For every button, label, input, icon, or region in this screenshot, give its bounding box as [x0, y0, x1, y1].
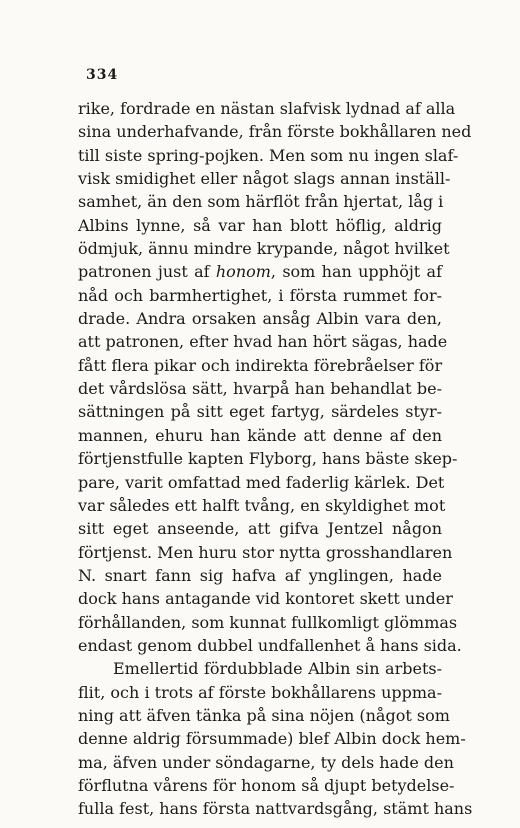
- text-line: ödmjuk, ännu mindre krypande, något hvilket: [78, 239, 450, 259]
- text-line: ning att äfven tänka på sina nöjen (något som: [78, 705, 450, 725]
- text-line: förhållanden, som kunnat fullkomligt glömmas: [78, 612, 458, 632]
- text-line: drade. Andra orsaken ansåg Albin vara den,: [78, 309, 442, 329]
- text-line: sina underhafvande, från förste bokhållaren ned: [78, 122, 472, 142]
- text-line: förtjenstfulle kapten Flyborg, hans bäste skep-: [78, 449, 458, 469]
- text-line: till siste spring-pojken. Men som nu ingen slaf-: [78, 145, 459, 165]
- body-text: [78, 97, 473, 821]
- text-line: pare, varit omfattad med faderlig kärlek. Det: [78, 472, 445, 492]
- text-line: det vårdslösa sätt, hvarpå han behandlat be-: [78, 379, 442, 399]
- emphasized-word: honom: [215, 262, 271, 282]
- text-line: att patronen, efter hvad han hört sägas, hade: [78, 332, 448, 352]
- text-line: rike, fordrade en nästan slafvisk lydnad af alla: [78, 99, 456, 118]
- text-line: fått flera pikar och indirekta förebråelser för: [78, 355, 443, 375]
- text-line: var således ett halft tvång, en skyldighet mot: [78, 495, 446, 515]
- text-line: visk smidighet eller något slags annan inställ-: [78, 169, 451, 189]
- text-line: förflutna vårens för honom så djupt betydelse-: [78, 775, 455, 795]
- text-line: patronen just af honom, som han upphöjt af: [78, 262, 442, 282]
- text-line: sitt eget anseende, att gifva Jentzel någon: [78, 519, 442, 539]
- paragraph-start-line: Emellertid fördubblade Albin sin arbets-: [113, 659, 442, 679]
- text-line: samhet, än den som härflöt från hjertat, låg i: [78, 192, 444, 212]
- text-line: mannen, ehuru han kände att denne af den: [78, 425, 442, 445]
- text-line: N. snart fann sig hafva af ynglingen, hade: [78, 565, 442, 585]
- text-line: dock hans antagande vid kontoret skett under: [78, 589, 453, 609]
- text-line: sättningen på sitt eget fartyg, särdeles styr-: [78, 402, 442, 422]
- text-line: ma, äfven under söndagarne, ty dels hade den: [78, 752, 454, 772]
- text-line: denne aldrig försummade) blef Albin dock hem-: [78, 729, 466, 749]
- text-line: Albins lynne, så var han blott höflig, aldrig: [78, 215, 442, 235]
- text-line: endast genom dubbel undfallenhet å hans sida.: [78, 635, 462, 655]
- text-line: nåd och barmhertighet, i första rummet for-: [78, 285, 442, 305]
- text-line: flit, och i trots af förste bokhållarens uppma-: [78, 682, 442, 702]
- page-number: 334: [86, 67, 119, 83]
- text-line: fulla fest, hans första nattvardsgång, stämt hans: [78, 799, 473, 819]
- text-line: förtjenst. Men huru stor nytta grosshandlaren: [78, 542, 453, 562]
